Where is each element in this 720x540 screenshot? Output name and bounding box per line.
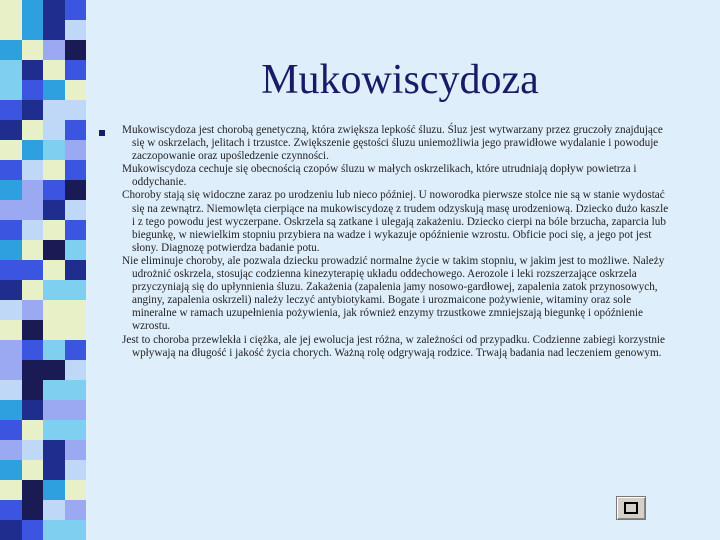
stripe-tile [43,300,65,320]
stripe-tile [65,40,87,60]
stripe-tile [43,0,65,20]
stripe-tile [43,20,65,40]
paragraph: Nie eliminuje choroby, ale pozwala dziecku prowadzić normalne życie w takim stopniu, w jakim jest to możliwe. Należy udrożnić oskrzela, stosując codzienna kinezyterapię układu oddechowego. Aerozole i leki rozszerzające oskrzela przyczyniają się do upłynnienia śluzu. Zakażenia (zapalenia jamy nosowo-gardłowej, zapalenia zatok przynosowych, anginy, zapalenia oskrzeli) należy leczyć antybiotykami. Bogate i urozmaicone pożywienie, witaminy oraz sole mineralne w ramach uzupełnienia pożywienia, jak również enzymy trzustkowe zmniejszają biegunkę i opóźnienie wzrostu. [122,254,665,333]
stripe-tile [43,100,65,120]
stripe-tile [43,220,65,240]
stripe-tile [0,440,22,460]
stripe-tile [22,220,44,240]
stripe-tile [65,440,87,460]
stripe-tile [22,320,44,340]
stripe-tile [43,260,65,280]
stripe-tile [22,120,44,140]
stripe-tile [0,80,22,100]
stripe-tile [43,340,65,360]
stripe-tile [65,240,87,260]
stripe-tile [65,60,87,80]
stripe-tile [65,180,87,200]
stripe-tile [0,180,22,200]
stripe-tile [0,60,22,80]
stripe-tile [0,100,22,120]
stripe-tile [22,180,44,200]
bullet-square-icon [99,130,105,136]
stripe-tile [43,200,65,220]
paragraph: Mukowiscydoza jest chorobą genetyczną, która zwiększa lepkość śluzu. Śluz jest wytwarzany przez gruczoły znajdujące się w oskrzelach, jelitach i trzustce. Zwiększenie gęstości śluzu uniemożliwia jego prawidłowe wydalanie i powoduje zaczopowanie oraz upośledzenie czynności. [122,124,663,163]
stripe-tile [22,200,44,220]
stripe-tile [43,400,65,420]
stripe-tile [22,100,44,120]
stripe-tile [65,100,87,120]
stripe-tile [65,360,87,380]
stripe-tile [0,240,22,260]
stripe-tile [0,280,22,300]
stripe-tile [22,500,44,520]
decorative-stripe [0,0,86,540]
stripe-tile [43,120,65,140]
stripe-tile [43,160,65,180]
stripe-tile [0,480,22,500]
stripe-tile [0,320,22,340]
stripe-tile [65,260,87,280]
stripe-tile [43,140,65,160]
stripe-tile [43,460,65,480]
stripe-tile [0,460,22,480]
stripe-tile [22,480,44,500]
stripe-tile [22,300,44,320]
stripe-tile [22,20,44,40]
stripe-tile [0,200,22,220]
stripe-tile [0,520,22,540]
stripe-tile [65,520,87,540]
stripe-tile [43,440,65,460]
stripe-tile [22,400,44,420]
stripe-tile [22,260,44,280]
stripe-tile [65,460,87,480]
slide-return-icon [624,502,638,514]
stripe-tile [0,360,22,380]
stripe-tile [0,220,22,240]
slide-body [122,124,674,360]
stripe-tile [65,140,87,160]
stripe-tile [22,340,44,360]
stripe-tile [65,200,87,220]
stripe-tile [65,0,87,20]
stripe-tile [65,320,87,340]
stripe-tile [0,500,22,520]
stripe-tile [65,280,87,300]
stripe-tile [65,340,87,360]
stripe-tile [0,260,22,280]
stripe-tile [0,40,22,60]
stripe-tile [0,420,22,440]
stripe-tile [43,480,65,500]
stripe-tile [0,380,22,400]
stripe-tile [22,520,44,540]
stripe-tile [0,0,22,20]
stripe-tile [65,400,87,420]
stripe-tile [43,420,65,440]
stripe-tile [43,320,65,340]
stripe-tile [43,380,65,400]
stripe-tile [22,0,44,20]
stripe-tile [22,160,44,180]
stripe-tile [22,40,44,60]
paragraph: Mukowiscydoza cechuje się obecnością czopów śluzu w małych oskrzelikach, które utrudniają dopływ powietrza i oddychanie. [122,163,637,189]
slide-title: Mukowiscydoza [261,57,539,103]
stripe-tile [43,240,65,260]
stripe-tile [65,160,87,180]
stripe-tile [22,60,44,80]
stripe-tile [0,140,22,160]
stripe-tile [43,60,65,80]
stripe-tile [65,380,87,400]
stripe-tile [43,360,65,380]
stripe-tile [22,280,44,300]
stripe-tile [65,20,87,40]
stripe-tile [0,120,22,140]
stripe-tile [43,180,65,200]
stripe-tile [0,340,22,360]
stripe-tile [0,160,22,180]
stripe-tile [65,480,87,500]
stripe-tile [22,80,44,100]
stripe-tile [22,360,44,380]
stripe-tile [43,280,65,300]
stripe-tile [22,440,44,460]
stripe-tile [65,80,87,100]
stripe-tile [65,300,87,320]
stripe-tile [22,380,44,400]
stripe-tile [22,420,44,440]
stripe-tile [0,20,22,40]
stripe-tile [22,240,44,260]
paragraph: Choroby stają się widoczne zaraz po urodzeniu lub nieco później. U noworodka pierwsze stolce nie są w stanie wydostać się na zewnątrz. Niemowlęta cierpiące na mukowiscydozę z trudem odzyskują masę urodzeniową. Dziecko dużo kaszle i z tego powodu jest wyczerpane. Oskrzela są zatkane i ulegają zakażeniu. Dziecko cierpi na bóle brzucha, zaparcia lub biegunkę, w niewielkim stopniu przybiera na wadze i wykazuje opóźnienie wzrostu. Obficie poci się, a jego pot jest słony. Diagnozę potwierdza badanie potu. [122,189,669,254]
stripe-tile [65,120,87,140]
slide-nav-button[interactable] [616,496,646,520]
stripe-tile [43,500,65,520]
stripe-tile [65,220,87,240]
stripe-tile [43,80,65,100]
stripe-tile [65,500,87,520]
stripe-tile [43,520,65,540]
stripe-tile [22,140,44,160]
stripe-tile [65,420,87,440]
paragraph: Jest to choroba przewlekła i ciężka, ale jej ewolucja jest różna, w zależności od przypadku. Codzienne zabiegi korzystnie wpływają na długość i jakość życia chorych. Ważną rolę odgrywają rodzice. Trwają badania nad leczeniem genowym. [122,333,665,359]
stripe-tile [22,460,44,480]
stripe-tile [0,300,22,320]
stripe-tile [0,400,22,420]
stripe-tile [43,40,65,60]
